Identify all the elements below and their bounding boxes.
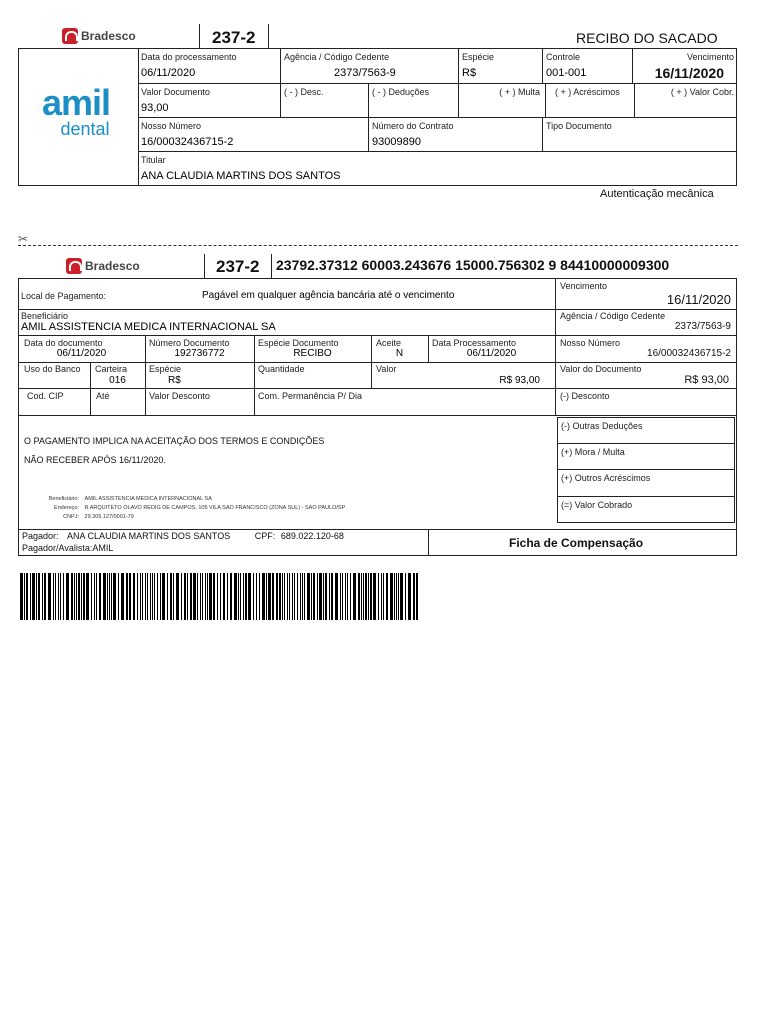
info-beneficiario-label: Beneficiário: [48, 496, 79, 502]
bradesco-logo-icon [66, 258, 82, 274]
value-valor-documento-ficha: R$ 93,00 [684, 374, 729, 386]
barcode-bar [118, 573, 119, 620]
instrucao-1: O PAGAMENTO IMPLICA NA ACEITAÇÃO DOS TERMOS E CONDIÇÕES [24, 436, 325, 446]
barcode-bar [248, 573, 251, 620]
bank-name: Bradesco [81, 29, 136, 43]
ficha-title: Ficha de Compensação [509, 536, 644, 550]
label-especie-ficha: Espécie [149, 364, 182, 374]
value-numero-contrato: 93009890 [372, 136, 421, 148]
barcode-bar [279, 573, 281, 620]
barcode-bar [272, 573, 274, 620]
barcode-bar [150, 573, 151, 620]
barcode-bar [259, 573, 260, 620]
barcode-bar [147, 573, 148, 620]
barcode-bar [223, 573, 225, 620]
pagador-label: Pagador: [22, 531, 59, 541]
barcode-bar [83, 573, 85, 620]
label-especie-documento: Espécie Documento [258, 338, 339, 348]
barcode-bar [129, 573, 131, 620]
value-carteira: 016 [109, 375, 126, 386]
barcode-bar [340, 573, 341, 620]
value-especie-ficha: R$ [168, 375, 181, 386]
barcode-bar [160, 573, 161, 620]
barcode-bar [347, 573, 348, 620]
barcode-bar [96, 573, 97, 620]
info-endereco-value: R ARQUITETO OLAVO REDIG DE CAMPOS, 105 VILA SAO FRANCISCO (ZONA SUL) - SAO PAULO/SP [84, 505, 346, 511]
barcode-bar [256, 573, 257, 620]
barcode-bar [184, 573, 186, 620]
barcode-bar [142, 573, 143, 620]
value-nosso-numero-ficha: 16/00032436715-2 [647, 348, 731, 359]
barcode-bar [368, 573, 369, 620]
label-data-documento: Data do documento [24, 338, 103, 348]
barcode-bar [111, 573, 112, 620]
label-valor-desconto: Valor Desconto [149, 391, 210, 401]
barcode-bar [53, 573, 54, 620]
info-cnpj-label: CNPJ: [63, 514, 79, 520]
info-beneficiario-value: AMIL ASSISTENCIA MEDICA INTERNACIONAL SA [84, 496, 212, 502]
barcode-bar [209, 573, 212, 620]
cpf-value: 689.022.120-68 [280, 531, 344, 541]
bradesco-logo-icon [62, 28, 78, 44]
barcode-bar [121, 573, 124, 620]
barcode-bar [390, 573, 393, 620]
barcode-bar [304, 573, 305, 620]
label-local-pagamento: Local de Pagamento: [21, 291, 107, 301]
barcode-bar [167, 573, 168, 620]
barcode-bar [20, 573, 23, 620]
label-vencimento-ficha: Vencimento [560, 281, 608, 291]
barcode-bar [193, 573, 196, 620]
barcode-bar [145, 573, 146, 620]
barcode-bar [99, 573, 101, 620]
barcode-bar [76, 573, 77, 620]
barcode-bar [55, 573, 56, 620]
barcode-bar [107, 573, 108, 620]
barcode-bar [287, 573, 288, 620]
barcode-bar [58, 573, 59, 620]
barcode-bar [363, 573, 364, 620]
value-valor-documento: 93,00 [141, 102, 169, 114]
pagador [22, 531, 344, 541]
label-nosso-numero-ficha: Nosso Número [560, 338, 621, 348]
barcode-bar [313, 573, 315, 620]
label-outros-acrescimos: (+) Outros Acréscimos [561, 473, 651, 483]
label-tipo-documento: Tipo Documento [546, 121, 612, 131]
barcode-bar [370, 573, 372, 620]
pagador-avalista: Pagador/Avalista:AMIL [22, 543, 114, 553]
barcode-bar [365, 573, 367, 620]
instrucao-2: NÃO RECEBER APÓS 16/11/2020. [24, 455, 166, 465]
barcode-bar [238, 573, 239, 620]
label-beneficiario: Beneficiário [21, 311, 69, 321]
barcode-bar [205, 573, 206, 620]
barcode-bar [176, 573, 179, 620]
barcode-bar [302, 573, 303, 620]
barcode-bar [86, 573, 89, 620]
barcode-bar [358, 573, 360, 620]
label-valor-cobr: ( + ) Valor Cobr. [670, 87, 734, 97]
barcode-bar [266, 573, 267, 620]
barcode [20, 573, 420, 620]
barcode-bar [170, 573, 172, 620]
label-valor-cobrado: (=) Valor Cobrado [561, 500, 633, 510]
value-nosso-numero: 16/00032436715-2 [141, 136, 234, 148]
barcode-bar [202, 573, 203, 620]
barcode-bar [230, 573, 232, 620]
barcode-bar [292, 573, 293, 620]
barcode-bar [243, 573, 244, 620]
barcode-bar [217, 573, 218, 620]
barcode-bar [24, 573, 25, 620]
barcode-bar [26, 573, 28, 620]
label-aceite: Aceite [376, 338, 402, 348]
value-vencimento-ficha: 16/11/2020 [666, 292, 731, 307]
bradesco-logo-bottom [66, 258, 140, 274]
label-outras-deducoes: (-) Outras Deduções [561, 421, 643, 431]
value-titular: ANA CLAUDIA MARTINS DOS SANTOS [141, 170, 341, 182]
barcode-bar [350, 573, 351, 620]
bank-code-ficha: 237-2 [216, 257, 260, 276]
label-desc: ( - ) Desc. [284, 87, 324, 97]
value-controle: 001-001 [546, 67, 587, 79]
barcode-bar [300, 573, 301, 620]
barcode-bar [335, 573, 338, 620]
value-local-pagamento: Pagável em qualquer agência bancária até o vencimento [202, 290, 455, 301]
barcode-bar [268, 573, 271, 620]
label-data-processamento: Data do processamento [141, 52, 237, 62]
barcode-bar [133, 573, 135, 620]
bradesco-logo-top [62, 28, 136, 44]
value-valor: R$ 93,00 [499, 375, 540, 386]
barcode-bar [361, 573, 362, 620]
barcode-bar [398, 573, 399, 620]
barcode-bar [74, 573, 75, 620]
amil-logo-subword: dental [60, 119, 110, 139]
barcode-bar [234, 573, 237, 620]
barcode-bar [289, 573, 290, 620]
barcode-bar [109, 573, 110, 620]
label-acrescimos: ( + ) Acréscimos [555, 87, 620, 97]
barcode-bar [329, 573, 330, 620]
barcode-bar [140, 573, 141, 620]
barcode-bar [187, 573, 188, 620]
label-multa: ( + ) Multa [499, 87, 540, 97]
pagador-value: ANA CLAUDIA MARTINS DOS SANTOS [67, 531, 231, 541]
barcode-bar [63, 573, 64, 620]
barcode-bar [245, 573, 247, 620]
label-valor-documento: Valor Documento [141, 87, 210, 97]
barcode-bar [30, 573, 31, 620]
barcode-bar [383, 573, 384, 620]
barcode-bar [200, 573, 201, 620]
receipt-title: RECIBO DO SACADO [576, 30, 718, 46]
amil-logo [28, 82, 124, 139]
label-controle: Controle [546, 52, 581, 62]
value-aceite: N [395, 348, 404, 359]
value-data-processamento: 06/11/2020 [141, 67, 196, 79]
value-data-processamento-ficha: 06/11/2020 [466, 348, 517, 359]
value-beneficiario: AMIL ASSISTENCIA MEDICA INTERNACIONAL SA [21, 321, 276, 333]
barcode-bar [71, 573, 73, 620]
label-mora-multa: (+) Mora / Multa [561, 447, 625, 457]
barcode-bar [91, 573, 92, 620]
barcode-bar [60, 573, 61, 620]
barcode-bar [36, 573, 37, 620]
barcode-bar [253, 573, 254, 620]
barcode-bar [282, 573, 283, 620]
autenticacao-mecanica: Autenticação mecânica [600, 188, 714, 200]
barcode-bar [381, 573, 382, 620]
barcode-bar [276, 573, 278, 620]
barcode-bar [190, 573, 192, 620]
amil-logo-word: amil [41, 82, 111, 123]
barcode-bar [396, 573, 397, 620]
cut-line [18, 245, 738, 246]
barcode-bar [408, 573, 411, 620]
barcode-bar [317, 573, 318, 620]
barcode-bar [345, 573, 346, 620]
barcode-bar [126, 573, 128, 620]
value-numero-documento: 192736772 [174, 348, 225, 359]
barcode-bar [353, 573, 356, 620]
barcode-bar [378, 573, 379, 620]
value-vencimento: 16/11/2020 [654, 65, 724, 81]
label-com-permanencia: Com. Permanência P/ Dia [258, 391, 363, 401]
barcode-bar [394, 573, 395, 620]
value-agencia: 2373/7563-9 [334, 67, 396, 79]
value-especie-documento: RECIBO [293, 348, 332, 359]
barcode-bar [227, 573, 228, 620]
barcode-bar [113, 573, 116, 620]
label-uso-banco: Uso do Banco [24, 364, 81, 374]
label-deducoes: ( - ) Deduções [372, 87, 430, 97]
label-agencia: Agência / Código Cedente [284, 52, 390, 62]
barcode-bar [173, 573, 174, 620]
barcode-bar [32, 573, 35, 620]
label-especie: Espécie [462, 52, 495, 62]
barcode-bar [154, 573, 155, 620]
barcode-bar [94, 573, 95, 620]
barcode-bar [81, 573, 82, 620]
barcode-bar [103, 573, 106, 620]
barcode-bar [323, 573, 324, 620]
barcode-bar [373, 573, 376, 620]
barcode-bar [181, 573, 182, 620]
barcode-bar [297, 573, 298, 620]
linha-digitavel: 23792.37312 60003.243676 15000.756302 9 84410000009300 [276, 257, 670, 273]
barcode-bar [48, 573, 51, 620]
barcode-bar [152, 573, 153, 620]
barcode-bar [207, 573, 208, 620]
label-titular: Titular [141, 155, 166, 165]
bank-name-ficha: Bradesco [85, 259, 140, 273]
barcode-bar [307, 573, 310, 620]
label-data-processamento-ficha: Data Processamento [432, 338, 517, 348]
label-vencimento: Vencimento [686, 52, 734, 62]
label-nosso-numero: Nosso Número [141, 121, 202, 131]
barcode-bar [319, 573, 322, 620]
barcode-bar [405, 573, 406, 620]
barcode-bar [78, 573, 80, 620]
barcode-bar [416, 573, 418, 620]
barcode-bar [325, 573, 327, 620]
info-cnpj-value: 29.309.127/0001-79 [84, 514, 134, 520]
value-agencia-ficha: 2373/7563-9 [674, 321, 731, 332]
label-agencia-ficha: Agência / Código Cedente [560, 311, 666, 321]
barcode-bar [137, 573, 138, 620]
barcode-bar [213, 573, 215, 620]
label-desconto: (-) Desconto [560, 391, 610, 401]
bank-code: 237-2 [212, 28, 256, 47]
label-valor: Valor [376, 364, 397, 374]
info-endereco-label: Endereço: [53, 505, 79, 511]
cpf-label: CPF: [254, 531, 276, 541]
barcode-bar [197, 573, 198, 620]
label-numero-contrato: Número do Contrato [372, 121, 454, 131]
barcode-bar [66, 573, 69, 620]
label-quantidade: Quantidade [258, 364, 305, 374]
barcode-bar [311, 573, 312, 620]
barcode-bar [331, 573, 333, 620]
label-numero-documento: Número Documento [149, 338, 230, 348]
barcode-bar [162, 573, 165, 620]
barcode-bar [284, 573, 285, 620]
barcode-bar [38, 573, 40, 620]
label-carteira: Carteira [95, 364, 128, 374]
barcode-bar [413, 573, 415, 620]
barcode-bar [262, 573, 265, 620]
barcode-bar [342, 573, 343, 620]
scissors-icon: ✂ [18, 232, 29, 246]
barcode-bar [44, 573, 46, 620]
barcode-bar [400, 573, 403, 620]
barcode-bar [386, 573, 388, 620]
beneficiario-info [24, 495, 345, 522]
barcode-bar [42, 573, 43, 620]
label-valor-documento-ficha: Valor do Documento [560, 364, 642, 374]
barcode-bar [294, 573, 295, 620]
barcode-bar [220, 573, 221, 620]
value-especie: R$ [462, 67, 477, 79]
barcode-bar [240, 573, 241, 620]
label-ate: Até [96, 391, 110, 401]
label-cod-cip: Cod. CIP [27, 391, 64, 401]
barcode-bar [157, 573, 158, 620]
value-data-documento: 06/11/2020 [56, 348, 107, 359]
